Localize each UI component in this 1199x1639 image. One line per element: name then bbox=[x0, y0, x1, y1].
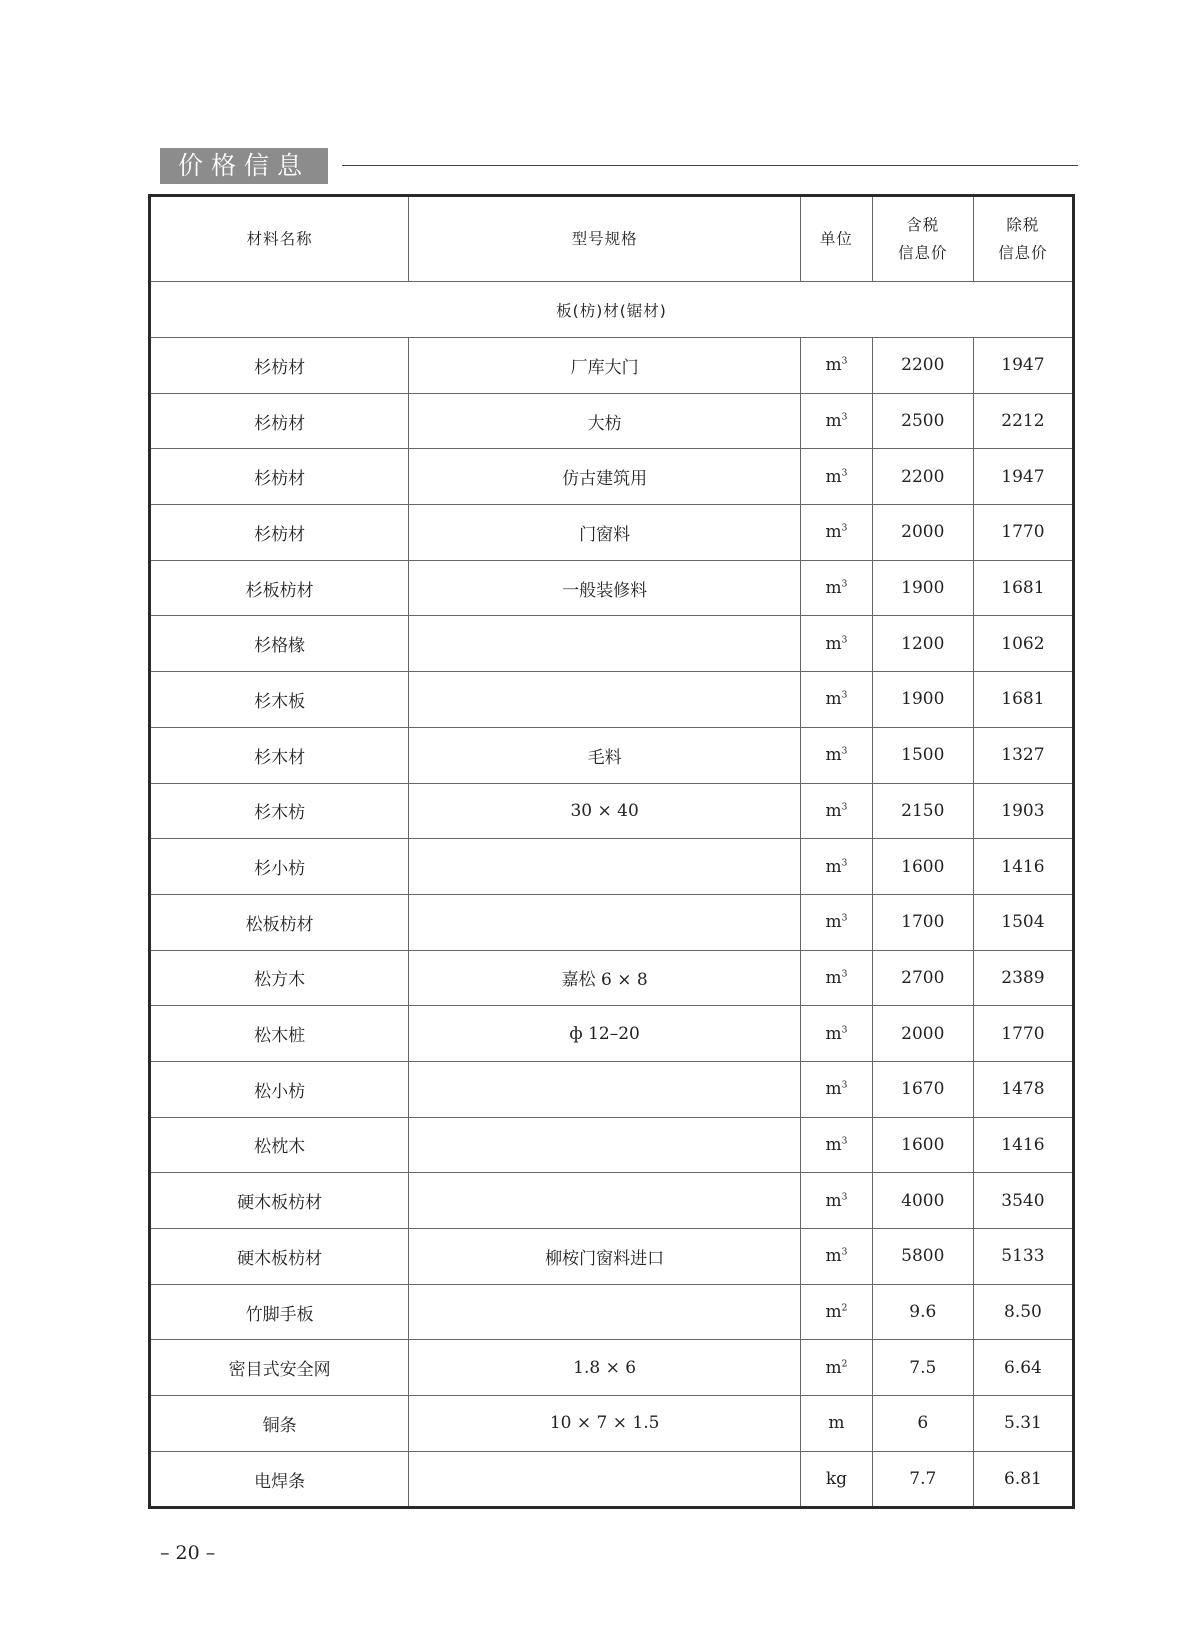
unit-base: m bbox=[825, 466, 842, 487]
cell-price-without-tax: 1062 bbox=[973, 616, 1073, 672]
category-row bbox=[150, 282, 1074, 338]
cell-unit bbox=[801, 1229, 873, 1285]
cell-price-without-tax: 1416 bbox=[973, 839, 1073, 895]
cell-spec bbox=[409, 1284, 801, 1340]
table-row bbox=[150, 1006, 1074, 1062]
cell-price-without-tax: 1770 bbox=[973, 505, 1073, 561]
header-price-with-tax-line2: 信息价 bbox=[898, 244, 948, 262]
section-title: 价格信息 bbox=[160, 148, 328, 184]
table-row bbox=[150, 1284, 1074, 1340]
unit-exponent: 3 bbox=[841, 857, 848, 868]
cell-unit bbox=[801, 950, 873, 1006]
cell-spec bbox=[409, 839, 801, 895]
cell-price-with-tax: 7.7 bbox=[872, 1451, 973, 1508]
table-row bbox=[150, 1451, 1074, 1508]
cell-unit bbox=[801, 1284, 873, 1340]
cell-material-name: 硬木板枋材 bbox=[150, 1229, 409, 1285]
header-price-with-tax bbox=[872, 196, 973, 282]
header-price-with-tax-line1: 含税 bbox=[906, 216, 940, 234]
unit-base: m bbox=[825, 1134, 842, 1155]
cell-price-with-tax: 1900 bbox=[872, 672, 973, 728]
cell-price-with-tax: 1900 bbox=[872, 560, 973, 616]
cell-price-with-tax: 2000 bbox=[872, 505, 973, 561]
cell-material-name: 杉木板 bbox=[150, 672, 409, 728]
cell-unit bbox=[801, 672, 873, 728]
unit-exponent: 3 bbox=[841, 1080, 848, 1091]
cell-material-name: 松小枋 bbox=[150, 1061, 409, 1117]
cell-price-with-tax: 7.5 bbox=[872, 1340, 973, 1396]
cell-price-without-tax: 6.64 bbox=[973, 1340, 1073, 1396]
cell-unit bbox=[801, 393, 873, 449]
cell-unit bbox=[801, 783, 873, 839]
header-price-without-tax-line1: 除税 bbox=[1006, 216, 1040, 234]
cell-material-name: 密目式安全网 bbox=[150, 1340, 409, 1396]
cell-spec: 30 × 40 bbox=[409, 783, 801, 839]
table-row bbox=[150, 839, 1074, 895]
cell-spec: 柳桉门窗料进口 bbox=[409, 1229, 801, 1285]
unit-exponent: 3 bbox=[841, 523, 848, 534]
cell-unit bbox=[801, 560, 873, 616]
unit-exponent: 3 bbox=[841, 746, 848, 757]
cell-price-without-tax: 3540 bbox=[973, 1173, 1073, 1229]
cell-unit bbox=[801, 1006, 873, 1062]
cell-price-with-tax: 2000 bbox=[872, 1006, 973, 1062]
unit-base: m bbox=[825, 411, 842, 432]
table-row bbox=[150, 1061, 1074, 1117]
unit-base: m bbox=[825, 856, 842, 877]
unit-base: m bbox=[825, 1190, 842, 1211]
unit-exponent: 3 bbox=[841, 635, 848, 646]
cell-material-name: 杉板枋材 bbox=[150, 560, 409, 616]
cell-price-without-tax: 1416 bbox=[973, 1117, 1073, 1173]
cell-spec: 毛料 bbox=[409, 727, 801, 783]
cell-price-without-tax: 2389 bbox=[973, 950, 1073, 1006]
cell-material-name: 杉枋材 bbox=[150, 505, 409, 561]
table-row bbox=[150, 449, 1074, 505]
unit-base: m bbox=[825, 1023, 842, 1044]
cell-unit bbox=[801, 505, 873, 561]
header-spec: 型号规格 bbox=[409, 196, 801, 282]
cell-spec bbox=[409, 1061, 801, 1117]
cell-price-without-tax: 1327 bbox=[973, 727, 1073, 783]
unit-exponent: 3 bbox=[841, 1192, 848, 1202]
cell-unit bbox=[801, 727, 873, 783]
cell-price-without-tax: 1947 bbox=[973, 338, 1073, 394]
unit-base: m bbox=[825, 800, 842, 821]
cell-price-with-tax: 1200 bbox=[872, 616, 973, 672]
cell-unit bbox=[801, 1173, 873, 1229]
unit-base: m bbox=[825, 1357, 842, 1378]
cell-price-with-tax: 1500 bbox=[872, 727, 973, 783]
cell-unit bbox=[801, 1117, 873, 1173]
cell-spec: 厂库大门 bbox=[409, 338, 801, 394]
cell-price-with-tax: 1670 bbox=[872, 1061, 973, 1117]
table-row bbox=[150, 1117, 1074, 1173]
cell-material-name: 杉木枋 bbox=[150, 783, 409, 839]
cell-price-with-tax: 2200 bbox=[872, 338, 973, 394]
cell-price-without-tax: 1681 bbox=[973, 672, 1073, 728]
cell-spec: 1.8 × 6 bbox=[409, 1340, 801, 1396]
cell-spec: 嘉松 6 × 8 bbox=[409, 950, 801, 1006]
unit-exponent: 3 bbox=[841, 579, 848, 590]
section-header bbox=[160, 148, 1080, 184]
cell-spec: 一般装修料 bbox=[409, 560, 801, 616]
cell-unit bbox=[801, 894, 873, 950]
table-row bbox=[150, 727, 1074, 783]
cell-unit bbox=[801, 338, 873, 394]
cell-spec: ф 12–20 bbox=[409, 1006, 801, 1062]
cell-spec bbox=[409, 1117, 801, 1173]
cell-material-name: 杉格椽 bbox=[150, 616, 409, 672]
cell-spec: 10 × 7 × 1.5 bbox=[409, 1396, 801, 1452]
unit-exponent: 3 bbox=[841, 969, 848, 980]
cell-material-name: 松枕木 bbox=[150, 1117, 409, 1173]
table-row bbox=[150, 560, 1074, 616]
unit-base: m bbox=[825, 522, 842, 543]
cell-material-name: 铜条 bbox=[150, 1396, 409, 1452]
table-row bbox=[150, 505, 1074, 561]
table-row bbox=[150, 1340, 1074, 1396]
cell-price-without-tax: 1504 bbox=[973, 894, 1073, 950]
table-row bbox=[150, 950, 1074, 1006]
table-header-row bbox=[150, 196, 1074, 282]
cell-unit bbox=[801, 1451, 873, 1508]
table-row bbox=[150, 338, 1074, 394]
unit-exponent: 3 bbox=[841, 412, 848, 423]
unit-base: m bbox=[825, 633, 842, 654]
page-number: – 20 – bbox=[160, 1542, 216, 1564]
cell-price-without-tax: 1947 bbox=[973, 449, 1073, 505]
cell-price-with-tax: 2700 bbox=[872, 950, 973, 1006]
cell-unit bbox=[801, 616, 873, 672]
cell-price-without-tax: 2212 bbox=[973, 393, 1073, 449]
cell-price-without-tax: 1478 bbox=[973, 1061, 1073, 1117]
unit-base: m bbox=[825, 745, 842, 766]
cell-spec: 大枋 bbox=[409, 393, 801, 449]
cell-unit bbox=[801, 1396, 873, 1452]
cell-price-without-tax: 5133 bbox=[973, 1229, 1073, 1285]
cell-price-with-tax: 4000 bbox=[872, 1173, 973, 1229]
header-material-name: 材料名称 bbox=[150, 196, 409, 282]
unit-exponent: 2 bbox=[841, 1359, 848, 1370]
cell-spec bbox=[409, 672, 801, 728]
header-price-without-tax-line2: 信息价 bbox=[998, 244, 1048, 262]
unit-exponent: 3 bbox=[841, 913, 848, 924]
cell-material-name: 松板枋材 bbox=[150, 894, 409, 950]
unit-base: m bbox=[825, 1079, 842, 1100]
table-row bbox=[150, 1229, 1074, 1285]
cell-material-name: 松木桩 bbox=[150, 1006, 409, 1062]
cell-price-with-tax: 2150 bbox=[872, 783, 973, 839]
cell-material-name: 松方木 bbox=[150, 950, 409, 1006]
header-price-without-tax bbox=[973, 196, 1073, 282]
cell-spec bbox=[409, 1451, 801, 1508]
header-unit: 单位 bbox=[801, 196, 873, 282]
cell-material-name: 竹脚手板 bbox=[150, 1284, 409, 1340]
unit-exponent: 3 bbox=[841, 1247, 848, 1258]
cell-price-without-tax: 1903 bbox=[973, 783, 1073, 839]
cell-price-without-tax: 8.50 bbox=[973, 1284, 1073, 1340]
unit-exponent: 3 bbox=[841, 356, 848, 367]
cell-price-with-tax: 6 bbox=[872, 1396, 973, 1452]
cell-spec bbox=[409, 894, 801, 950]
cell-spec bbox=[409, 616, 801, 672]
cell-unit bbox=[801, 449, 873, 505]
unit-exponent: 3 bbox=[841, 690, 848, 701]
cell-price-with-tax: 1600 bbox=[872, 839, 973, 895]
table-row bbox=[150, 894, 1074, 950]
cell-unit bbox=[801, 1061, 873, 1117]
cell-material-name: 杉小枋 bbox=[150, 839, 409, 895]
table-row bbox=[150, 393, 1074, 449]
section-divider bbox=[342, 165, 1078, 166]
cell-material-name: 杉枋材 bbox=[150, 338, 409, 394]
unit-base: m bbox=[825, 1246, 842, 1267]
cell-material-name: 杉枋材 bbox=[150, 449, 409, 505]
category-label: 板(枋)材(锯材) bbox=[150, 282, 1074, 338]
unit-base: m bbox=[828, 1413, 845, 1434]
table-row bbox=[150, 616, 1074, 672]
cell-spec bbox=[409, 1173, 801, 1229]
unit-base: kg bbox=[825, 1469, 847, 1490]
unit-exponent: 3 bbox=[841, 468, 848, 479]
cell-material-name: 杉枋材 bbox=[150, 393, 409, 449]
cell-price-with-tax: 1600 bbox=[872, 1117, 973, 1173]
table-row bbox=[150, 1173, 1074, 1229]
unit-base: m bbox=[825, 689, 842, 710]
cell-price-without-tax: 5.31 bbox=[973, 1396, 1073, 1452]
cell-price-with-tax: 2500 bbox=[872, 393, 973, 449]
unit-base: m bbox=[825, 578, 842, 599]
cell-material-name: 硬木板枋材 bbox=[150, 1173, 409, 1229]
cell-price-with-tax: 1700 bbox=[872, 894, 973, 950]
cell-material-name: 杉木材 bbox=[150, 727, 409, 783]
cell-unit bbox=[801, 839, 873, 895]
cell-price-with-tax: 9.6 bbox=[872, 1284, 973, 1340]
unit-exponent: 3 bbox=[841, 1136, 848, 1147]
unit-base: m bbox=[825, 912, 842, 933]
cell-price-without-tax: 1770 bbox=[973, 1006, 1073, 1062]
cell-material-name: 电焊条 bbox=[150, 1451, 409, 1508]
unit-exponent: 2 bbox=[841, 1303, 848, 1314]
cell-price-without-tax: 1681 bbox=[973, 560, 1073, 616]
cell-price-with-tax: 2200 bbox=[872, 449, 973, 505]
table-row bbox=[150, 672, 1074, 728]
unit-base: m bbox=[825, 1302, 842, 1323]
unit-exponent: 3 bbox=[841, 802, 848, 813]
unit-exponent: 3 bbox=[841, 1024, 848, 1035]
unit-base: m bbox=[825, 967, 842, 988]
cell-unit bbox=[801, 1340, 873, 1396]
table-row bbox=[150, 1396, 1074, 1452]
cell-spec: 门窗料 bbox=[409, 505, 801, 561]
cell-price-with-tax: 5800 bbox=[872, 1229, 973, 1285]
cell-price-without-tax: 6.81 bbox=[973, 1451, 1073, 1508]
unit-base: m bbox=[825, 355, 842, 376]
table-row bbox=[150, 783, 1074, 839]
cell-spec: 仿古建筑用 bbox=[409, 449, 801, 505]
price-table bbox=[148, 194, 1075, 1509]
